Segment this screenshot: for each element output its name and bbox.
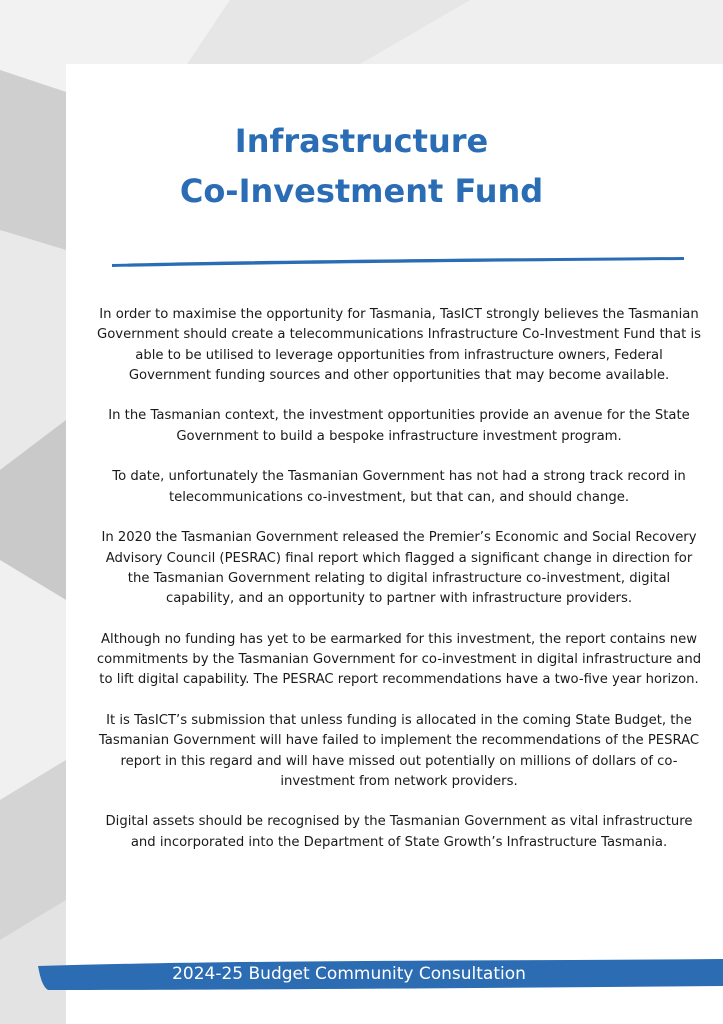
- title-line-1: Infrastructure: [234, 122, 489, 160]
- paragraph-5: Although no funding has yet to be earmarked for this investment, the report contains new commitments by the Tasmanian Government for co-investment in digital infrastructure and to lift digital capability. The PESRAC report recommendations have a two-five year horizon.: [96, 631, 702, 688]
- paragraph-1: In order to maximise the opportunity for Tasmania, TasICT strongly believes the Tasmanian Government should create a telecommunications Infrastructure Co-Investment Fund that is able to be utilised to leverage opportunities from infrastructure owners, Federal Government funding sources and other opportunities that may become available.: [97, 307, 701, 383]
- footer-text: 2024-25 Budget Community Consultation: [172, 964, 526, 984]
- paragraph-6: It is TasICT’s submission that unless funding is allocated in the coming State Budget, the Tasmanian Government will have failed to implement the recommendations of the PESRAC report in this regard and will have missed out potentially on millions of dollars of co-investment from network providers.: [98, 712, 700, 789]
- paragraph-7: Digital assets should be recognised by the Tasmanian Government as vital infrastructure and incorporated into the Department of State Growth’s Infrastructure Tasmania.: [105, 814, 693, 850]
- title-divider: [110, 252, 686, 272]
- title-line-2: Co-Investment Fund: [179, 172, 544, 210]
- body-text: [94, 305, 704, 873]
- paragraph-3: To date, unfortunately the Tasmanian Government has not had a strong track record in telecommunications co-investment, but that can, and should change.: [112, 469, 686, 505]
- page-title: [0, 116, 723, 216]
- paragraph-4: In 2020 the Tasmanian Government released the Premier’s Economic and Social Recovery Advisory Council (PESRAC) final report which flagged a significant change in direction for the Tasmanian Government relating to digital infrastructure co-investment, digital capability, and an opportunity to partner with infrastructure providers.: [101, 530, 697, 607]
- paragraph-2: In the Tasmanian context, the investment opportunities provide an avenue for the State Government to build a bespoke infrastructure investment program.: [108, 408, 690, 444]
